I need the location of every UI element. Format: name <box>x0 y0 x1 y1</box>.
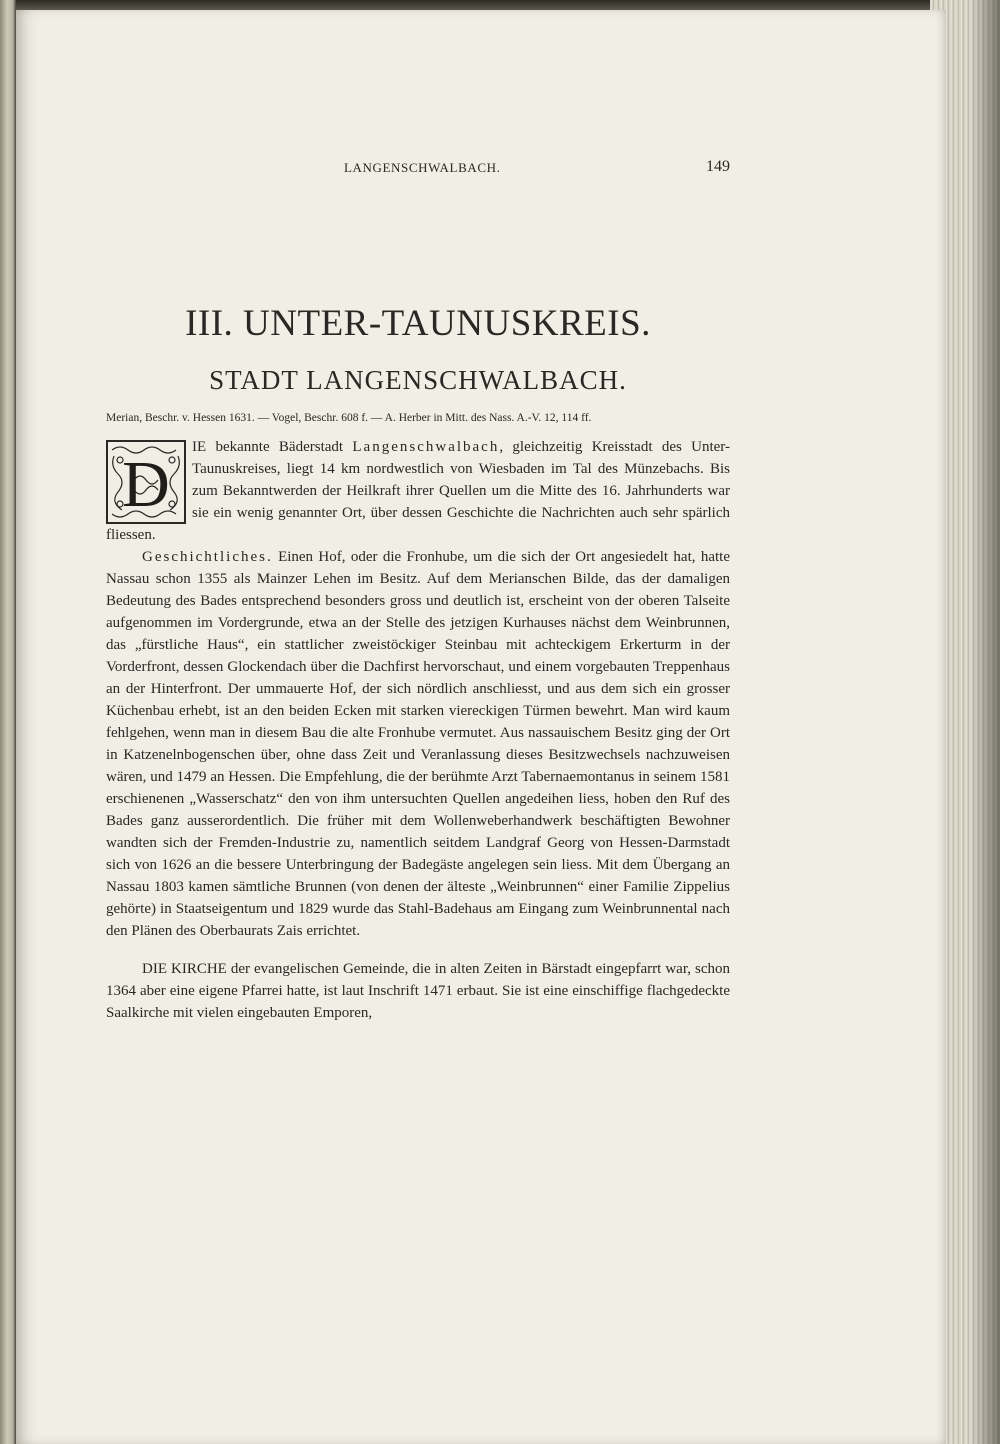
page-number: 149 <box>706 158 730 175</box>
body-text <box>106 436 730 1024</box>
paragraph-gap <box>106 942 730 958</box>
part-title: III. UNTER-TAUNUSKREIS. <box>185 303 651 344</box>
svg-text:D: D <box>122 448 170 521</box>
paragraph-intro <box>106 436 730 546</box>
paragraph-church: DIE KIRCHE der evangelischen Gemeinde, die in alten Zeiten in Bärstadt eingepfarrt war, schon 1364 aber eine eigene Pfarrei hatte, ist laut Inschrift 1471 erbaut. Sie ist eine einschiffige flachgedeckte Saalkirche mit vielen eingebauten Emporen, <box>106 961 730 1021</box>
paragraph-history <box>106 546 730 942</box>
history-text: Einen Hof, oder die Fronhube, um die sich der Ort angesiedelt hat, hatte Nassau schon 1355 als Mainzer Lehen im Besitz. Auf dem Merianschen Bilde, das der damaligen Bedeutung des Bades entsprechend besonders gross und deutlich ist, erscheint von der oberen Talseite aufgenommen im Vordergrunde, etwa an der Stelle des jetzigen Kurhauses nächst dem Weinbrunnen, das „fürstliche Haus“, ein stattlicher zweistöckiger Steinbau mit achteckigem Erkerturm in der Vorderfront, dessen Glockendach über die Dachfirst hervorschaut, und einem vorgebauten Treppenhaus an der Hinterfront. Der ummauerte Hof, der sich nördlich anschliesst, und aus dem sich ein grosser Küchenbau erhebt, ist an den beiden Ecken mit starken viereckigen Türmen bewehrt. Man wird kaum fehlgehen, wenn man in diesem Bau die alte Fronhube vermutet. Aus nassauischem Besitz ging der Ort in Katzenelnbogenschen über, ohne dass Zeit und Veranlassung dieses Besitzwechsels nachzuweisen wären, und 1479 an Hessen. Die Empfehlung, die der berühmte Arzt Tabernaemontanus in seinem 1581 erschienenen „Wasserschatz“ den von ihm untersuchten Quellen angedeihen liess, hoben den Ruf des Bades ganz ausserordentlich. Die früher mit dem Wollenweberhandwerk beschäftigten Bewohner wandten sich der Fremden-Industrie zu, namentlich seitdem Landgraf Georg von Hessen-Darmstadt sich von 1626 an die bessere Unterbringung der Badegäste angelegen sein liess. Mit dem Übergang an Nassau 1803 kamen sämtliche Brunnen (von denen der älteste „Weinbrunnen“ einer Familie Zippelius gehörte) in Staatseigentum und 1829 wurde das Stahl-Badehaus am Eingang zum Weinbrunnental nach den Plänen des Oberbaurats Zais errichtet. <box>106 549 730 939</box>
references: Merian, Beschr. v. Hessen 1631. — Vogel, Beschr. 608 f. — A. Herber in Mitt. des Nass. A.-V. 12, 114 ff. <box>106 412 592 424</box>
running-head-title: LANGENSCHWALBACH. <box>344 160 501 175</box>
ornamental-dropcap <box>106 440 186 524</box>
page-content <box>106 160 730 1024</box>
intro-lead-text: IE bekannte Bäderstadt <box>192 439 353 455</box>
running-head <box>106 160 730 184</box>
intro-rest-text: , gleichzeitig Kreisstadt des Unter-Taunuskreises, liegt 14 km nordwestlich von Wiesbaden im Tal des Münzebachs. Bis zum Bekanntwerden der Heilkraft ihrer Quellen um die Mitte des 16. Jahrhunderts war sie ein wenig genannter Ort, über dessen Geschichte die Nachrichten auch sehr spärlich fliessen. <box>106 439 730 543</box>
book-page <box>16 10 946 1444</box>
dropcap-ornament-icon <box>106 440 186 524</box>
town-name-spaced: Langenschwalbach <box>352 439 500 455</box>
facing-page-edge <box>0 0 16 1444</box>
section-title: STADT LANGENSCHWALBACH. <box>209 365 627 395</box>
history-heading-spaced: Geschichtliches. <box>142 549 273 565</box>
